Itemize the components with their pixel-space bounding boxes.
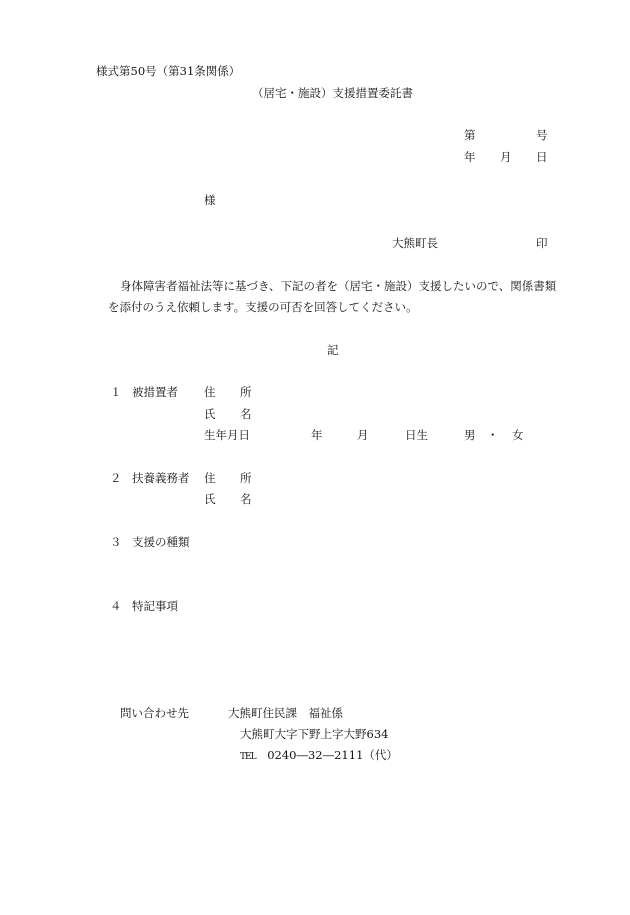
item1-birth-label: 生年月日 xyxy=(204,428,250,442)
ki-heading: 記 xyxy=(327,343,339,357)
sender-name: 大熊町長 xyxy=(392,236,438,250)
item3-label: 支援の種類 xyxy=(132,535,190,549)
contact-tel-number: 0240―32―2111（代） xyxy=(267,748,398,762)
item1-name-label-2: 名 xyxy=(240,407,252,421)
item1-number: １ xyxy=(110,385,122,399)
item1-birth-day: 日生 xyxy=(405,428,428,442)
date-year: 年 xyxy=(464,150,476,164)
item1-name-label-1: 氏 xyxy=(204,407,216,421)
item2-label: 扶養義務者 xyxy=(132,471,190,485)
item2-number: ２ xyxy=(110,471,122,485)
seal-mark: 印 xyxy=(536,236,548,250)
item2-address-label-1: 住 xyxy=(204,471,216,485)
form-number: 様式第50号（第31条関係） xyxy=(96,64,241,78)
item4-label: 特記事項 xyxy=(132,599,178,613)
date-month: 月 xyxy=(500,150,512,164)
document-title: （居宅・施設）支援措置委託書 xyxy=(252,86,413,100)
item4-number: ４ xyxy=(110,599,122,613)
item1-address-label-1: 住 xyxy=(204,385,216,399)
item2-name-label-2: 名 xyxy=(240,492,252,506)
item1-birth-month: 月 xyxy=(357,428,369,442)
item1-male: 男 xyxy=(464,428,476,442)
contact-department: 大熊町住民課 福祉係 xyxy=(228,706,343,720)
date-day: 日 xyxy=(536,150,548,164)
doc-number-go: 号 xyxy=(536,128,548,142)
contact-address: 大熊町大字下野上字大野634 xyxy=(240,727,389,741)
contact-tel-label: TEL xyxy=(240,752,256,762)
item1-female: 女 xyxy=(512,428,524,442)
contact-label: 問い合わせ先 xyxy=(120,706,189,720)
item1-address-label-2: 所 xyxy=(240,385,252,399)
body-line-1: 身体障害者福祉法等に基づき、下記の者を（居宅・施設）支援したいので、関係書類 xyxy=(120,279,557,293)
item2-name-label-1: 氏 xyxy=(204,492,216,506)
item2-address-label-2: 所 xyxy=(240,471,252,485)
addressee-suffix: 様 xyxy=(204,193,216,207)
doc-number-dai: 第 xyxy=(464,128,476,142)
item3-number: ３ xyxy=(110,535,122,549)
item1-separator-dot: ・ xyxy=(487,428,499,442)
body-line-2: を添付のうえ依頼します。支援の可否を回答してください。 xyxy=(108,300,418,314)
contact-tel xyxy=(240,748,398,764)
item1-label: 被措置者 xyxy=(132,385,178,399)
item1-birth-year: 年 xyxy=(311,428,323,442)
